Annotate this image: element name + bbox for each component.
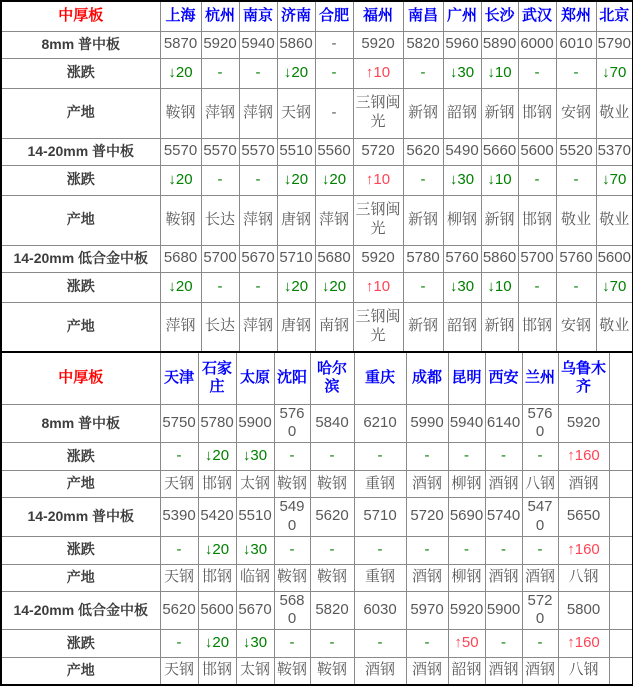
mill-cell: 天钢 (160, 471, 198, 498)
row-label-origin: 产地 (1, 195, 160, 245)
section-title: 中厚板 (1, 352, 160, 404)
change-cell: ↑10 (353, 165, 403, 195)
price-cell: 5920 (353, 31, 403, 58)
change-cell: - (556, 58, 596, 88)
price-cell: 5790 (596, 31, 633, 58)
mill-cell: 新钢 (403, 195, 443, 245)
change-cell: - (274, 630, 310, 658)
price-cell: 5510 (236, 498, 274, 537)
mill-cell: 临钢 (236, 564, 274, 591)
price-cell: 5490 (274, 498, 310, 537)
mill-cell: 新钢 (481, 195, 518, 245)
price-cell: 5760 (522, 404, 558, 443)
price-cell: 5840 (310, 404, 354, 443)
mill-cell: 鞍钢 (310, 658, 354, 685)
row-label-spec: 14-20mm 低合金中板 (1, 245, 160, 272)
row-label-spec: 14-20mm 普中板 (1, 138, 160, 165)
mill-cell: 鞍钢 (160, 88, 201, 138)
mill-cell: 南钢 (315, 302, 353, 352)
mill-cell: 邯钢 (518, 195, 556, 245)
change-cell: ↓20 (277, 58, 315, 88)
change-cell: ↓20 (198, 536, 236, 564)
price-cell: 5710 (277, 245, 315, 272)
change-cell: - (556, 272, 596, 302)
mill-cell: 韶钢 (443, 302, 481, 352)
row-label-origin: 产地 (1, 564, 160, 591)
city-header: 石家庄 (198, 352, 236, 404)
mill-cell: 酒钢 (522, 564, 558, 591)
mill-cell: 邯钢 (518, 88, 556, 138)
mill-cell: 邯钢 (198, 471, 236, 498)
change-cell: ↑160 (558, 443, 609, 471)
mill-cell: 敬业 (596, 302, 633, 352)
mill-cell: 八钢 (522, 471, 558, 498)
price-cell: 5620 (160, 591, 198, 630)
table-row (1, 58, 633, 88)
change-cell: ↓30 (443, 272, 481, 302)
price-cell: 5690 (448, 498, 485, 537)
price-cell: 5490 (443, 138, 481, 165)
table-row (1, 88, 633, 138)
mill-cell: 长达 (201, 195, 239, 245)
mill-cell: 新钢 (481, 302, 518, 352)
change-cell: ↑50 (448, 630, 485, 658)
city-header: 乌鲁木齐 (558, 352, 609, 404)
mill-cell: 萍钢 (201, 88, 239, 138)
change-cell: - (448, 443, 485, 471)
city-header (609, 352, 633, 404)
table-row (1, 471, 633, 498)
city-header: 南昌 (403, 1, 443, 31)
mill-cell: 重钢 (354, 564, 406, 591)
change-cell: ↓20 (160, 272, 201, 302)
mill-cell: 酒钢 (485, 471, 522, 498)
row-label-change: 涨跌 (1, 272, 160, 302)
table-row (1, 245, 633, 272)
price-cell: 5370 (596, 138, 633, 165)
price-cell: 5890 (481, 31, 518, 58)
city-header: 长沙 (481, 1, 518, 31)
change-cell: - (485, 443, 522, 471)
change-cell: ↓20 (277, 165, 315, 195)
price-cell: 5680 (315, 245, 353, 272)
change-cell: ↓30 (236, 443, 274, 471)
row-label-change: 涨跌 (1, 58, 160, 88)
change-cell: - (485, 630, 522, 658)
price-cell: 5420 (198, 498, 236, 537)
change-cell: ↑10 (353, 58, 403, 88)
price-cell: 5600 (596, 245, 633, 272)
price-cell: 5660 (481, 138, 518, 165)
mill-cell (609, 471, 633, 498)
mill-cell: 天钢 (160, 658, 198, 685)
mill-cell: 柳钢 (448, 564, 485, 591)
price-cell: 5700 (201, 245, 239, 272)
change-cell: - (354, 536, 406, 564)
change-cell: - (403, 165, 443, 195)
change-cell: - (448, 536, 485, 564)
price-cell: 5680 (160, 245, 201, 272)
price-cell: 5860 (481, 245, 518, 272)
city-header: 成都 (406, 352, 448, 404)
price-cell: 5570 (201, 138, 239, 165)
city-header: 杭州 (201, 1, 239, 31)
mill-cell (609, 564, 633, 591)
mill-cell: - (315, 88, 353, 138)
price-cell: 5560 (315, 138, 353, 165)
mill-cell: 酒钢 (522, 658, 558, 685)
change-cell: ↑160 (558, 630, 609, 658)
change-cell: - (239, 272, 277, 302)
price-cell: 5990 (406, 404, 448, 443)
price-cell: 5820 (310, 591, 354, 630)
mill-cell: 鞍钢 (274, 658, 310, 685)
mill-cell: 天钢 (277, 88, 315, 138)
change-cell: - (406, 443, 448, 471)
row-label-spec: 8mm 普中板 (1, 31, 160, 58)
change-cell: ↓20 (315, 165, 353, 195)
change-cell: ↓30 (443, 165, 481, 195)
change-cell: - (160, 443, 198, 471)
city-header: 南京 (239, 1, 277, 31)
price-cell: 5900 (236, 404, 274, 443)
change-cell: - (310, 630, 354, 658)
change-cell: - (518, 165, 556, 195)
price-cell: 5760 (443, 245, 481, 272)
city-header: 郑州 (556, 1, 596, 31)
change-cell: ↓20 (315, 272, 353, 302)
price-cell: 5740 (485, 498, 522, 537)
price-cell: 5700 (518, 245, 556, 272)
change-cell: - (274, 443, 310, 471)
price-cell: 6030 (354, 591, 406, 630)
table-row (1, 630, 633, 658)
table-row (1, 591, 633, 630)
price-cell: 6140 (485, 404, 522, 443)
price-cell: 5710 (354, 498, 406, 537)
price-cell: 5470 (522, 498, 558, 537)
change-cell: ↓70 (596, 165, 633, 195)
mill-cell: 萍钢 (239, 302, 277, 352)
mill-cell: 唐钢 (277, 195, 315, 245)
change-cell: ↓20 (277, 272, 315, 302)
price-cell: 5510 (277, 138, 315, 165)
city-header: 济南 (277, 1, 315, 31)
price-cell: 5600 (518, 138, 556, 165)
change-cell: - (485, 536, 522, 564)
mill-cell: 敬业 (596, 88, 633, 138)
change-cell: - (315, 58, 353, 88)
price-cell: 5570 (160, 138, 201, 165)
table-row (1, 536, 633, 564)
mill-cell: 安钢 (556, 302, 596, 352)
city-header: 兰州 (522, 352, 558, 404)
table-row (1, 443, 633, 471)
price-cell: 5650 (558, 498, 609, 537)
change-cell: - (160, 630, 198, 658)
price-cell: 5920 (448, 591, 485, 630)
change-cell: - (522, 443, 558, 471)
table-row (1, 658, 633, 685)
price-cell: 5680 (274, 591, 310, 630)
price-cell (609, 498, 633, 537)
price-cell: 5870 (160, 31, 201, 58)
price-cell: 6010 (556, 31, 596, 58)
price-cell: 5570 (239, 138, 277, 165)
mill-cell: 邯钢 (198, 564, 236, 591)
row-label-origin: 产地 (1, 302, 160, 352)
price-cell: 5620 (403, 138, 443, 165)
change-cell: - (160, 536, 198, 564)
table-row (1, 165, 633, 195)
mill-cell: 酒钢 (354, 658, 406, 685)
row-label-change: 涨跌 (1, 630, 160, 658)
change-cell: - (201, 58, 239, 88)
change-cell: - (518, 58, 556, 88)
price-cell: 5920 (201, 31, 239, 58)
change-cell: - (239, 58, 277, 88)
change-cell: ↑10 (353, 272, 403, 302)
city-header: 武汉 (518, 1, 556, 31)
change-cell: ↑160 (558, 536, 609, 564)
price-cell: 5390 (160, 498, 198, 537)
price-cell: 5860 (277, 31, 315, 58)
price-cell: 5600 (198, 591, 236, 630)
mill-cell: 太钢 (236, 658, 274, 685)
row-label-origin: 产地 (1, 471, 160, 498)
price-cell: 5720 (353, 138, 403, 165)
change-cell: - (406, 630, 448, 658)
row-label-change: 涨跌 (1, 165, 160, 195)
mill-cell: 三钢闽光 (353, 195, 403, 245)
row-label-spec: 14-20mm 普中板 (1, 498, 160, 537)
city-header: 重庆 (354, 352, 406, 404)
price-cell (609, 591, 633, 630)
change-cell: ↓70 (596, 58, 633, 88)
change-cell: ↓20 (198, 630, 236, 658)
mill-cell: 三钢闽光 (353, 302, 403, 352)
mill-cell: 鞍钢 (274, 471, 310, 498)
change-cell: - (354, 630, 406, 658)
mill-cell: 新钢 (403, 88, 443, 138)
price-cell: 5940 (239, 31, 277, 58)
price-cell: 5900 (485, 591, 522, 630)
mill-cell: 鞍钢 (310, 564, 354, 591)
price-table-section-2 (0, 351, 633, 686)
change-cell: - (239, 165, 277, 195)
mill-cell: 萍钢 (160, 302, 201, 352)
price-cell: 6000 (518, 31, 556, 58)
change-cell: ↓20 (198, 443, 236, 471)
price-cell: 5750 (160, 404, 198, 443)
table-row (1, 138, 633, 165)
mill-cell: 酒钢 (406, 658, 448, 685)
mill-cell: 敬业 (596, 195, 633, 245)
change-cell: - (403, 272, 443, 302)
change-cell: ↓30 (236, 630, 274, 658)
price-cell: 5720 (406, 498, 448, 537)
change-cell: ↓20 (160, 165, 201, 195)
change-cell: ↓10 (481, 58, 518, 88)
change-cell: ↓70 (596, 272, 633, 302)
price-cell: 5520 (556, 138, 596, 165)
price-cell: 5800 (558, 591, 609, 630)
mill-cell: 柳钢 (443, 195, 481, 245)
row-label-change: 涨跌 (1, 536, 160, 564)
price-cell: 5720 (522, 591, 558, 630)
change-cell: - (354, 443, 406, 471)
price-cell: 5760 (274, 404, 310, 443)
price-cell: 5920 (558, 404, 609, 443)
mill-cell: 敬业 (556, 195, 596, 245)
price-cell: 5940 (448, 404, 485, 443)
table-row (1, 404, 633, 443)
mill-cell: 韶钢 (448, 658, 485, 685)
city-header: 西安 (485, 352, 522, 404)
mill-cell: 酒钢 (485, 564, 522, 591)
change-cell: - (201, 165, 239, 195)
mill-cell: 酒钢 (485, 658, 522, 685)
mill-cell: 新钢 (481, 88, 518, 138)
section-title: 中厚板 (1, 1, 160, 31)
table-row (1, 302, 633, 352)
change-cell (609, 630, 633, 658)
change-cell: ↓20 (160, 58, 201, 88)
city-header: 广州 (443, 1, 481, 31)
table-row (1, 195, 633, 245)
change-cell: - (403, 58, 443, 88)
city-header: 合肥 (315, 1, 353, 31)
price-cell: 5920 (353, 245, 403, 272)
change-cell: ↓30 (236, 536, 274, 564)
mill-cell: 安钢 (556, 88, 596, 138)
mill-cell (609, 658, 633, 685)
mill-cell: 鞍钢 (310, 471, 354, 498)
mill-cell: 邯钢 (198, 658, 236, 685)
mill-cell: 鞍钢 (160, 195, 201, 245)
price-cell: - (315, 31, 353, 58)
mill-cell: 萍钢 (315, 195, 353, 245)
mill-cell: 长达 (201, 302, 239, 352)
city-header: 太原 (236, 352, 274, 404)
table-row (1, 272, 633, 302)
mill-cell: 酒钢 (558, 471, 609, 498)
table-row (1, 31, 633, 58)
mill-cell: 八钢 (558, 564, 609, 591)
mill-cell: 八钢 (558, 658, 609, 685)
row-label-origin: 产地 (1, 88, 160, 138)
table-row (1, 498, 633, 537)
price-cell: 5760 (556, 245, 596, 272)
city-header: 昆明 (448, 352, 485, 404)
mill-cell: 太钢 (236, 471, 274, 498)
price-cell: 5820 (403, 31, 443, 58)
price-cell: 6210 (354, 404, 406, 443)
change-cell: - (518, 272, 556, 302)
mill-cell: 新钢 (403, 302, 443, 352)
mill-cell: 酒钢 (406, 471, 448, 498)
change-cell: ↓10 (481, 272, 518, 302)
change-cell: - (406, 536, 448, 564)
mill-cell: 鞍钢 (274, 564, 310, 591)
change-cell: - (274, 536, 310, 564)
mill-cell: 柳钢 (448, 471, 485, 498)
table-row (1, 1, 633, 31)
price-cell: 5670 (239, 245, 277, 272)
mill-cell: 萍钢 (239, 195, 277, 245)
change-cell (609, 536, 633, 564)
change-cell: ↓30 (443, 58, 481, 88)
mill-cell: 天钢 (160, 564, 198, 591)
row-label-origin: 产地 (1, 658, 160, 685)
change-cell: - (522, 630, 558, 658)
price-cell: 5670 (236, 591, 274, 630)
city-header: 沈阳 (274, 352, 310, 404)
mill-cell: 唐钢 (277, 302, 315, 352)
row-label-change: 涨跌 (1, 443, 160, 471)
city-header: 福州 (353, 1, 403, 31)
mill-cell: 萍钢 (239, 88, 277, 138)
change-cell: - (522, 536, 558, 564)
change-cell: - (310, 443, 354, 471)
city-header: 上海 (160, 1, 201, 31)
table-row (1, 352, 633, 404)
city-header: 哈尔滨 (310, 352, 354, 404)
city-header: 天津 (160, 352, 198, 404)
table-row (1, 564, 633, 591)
mill-cell: 酒钢 (406, 564, 448, 591)
price-cell: 5780 (403, 245, 443, 272)
change-cell: - (201, 272, 239, 302)
price-cell: 5970 (406, 591, 448, 630)
price-cell: 5620 (310, 498, 354, 537)
mill-cell: 三钢闽光 (353, 88, 403, 138)
change-cell: ↓10 (481, 165, 518, 195)
mill-cell: 邯钢 (518, 302, 556, 352)
row-label-spec: 14-20mm 低合金中板 (1, 591, 160, 630)
change-cell (609, 443, 633, 471)
mill-cell: 韶钢 (443, 88, 481, 138)
city-header: 北京 (596, 1, 633, 31)
mill-cell: 重钢 (354, 471, 406, 498)
row-label-spec: 8mm 普中板 (1, 404, 160, 443)
change-cell: - (310, 536, 354, 564)
change-cell: - (556, 165, 596, 195)
price-cell (609, 404, 633, 443)
price-cell: 5960 (443, 31, 481, 58)
price-cell: 5780 (198, 404, 236, 443)
